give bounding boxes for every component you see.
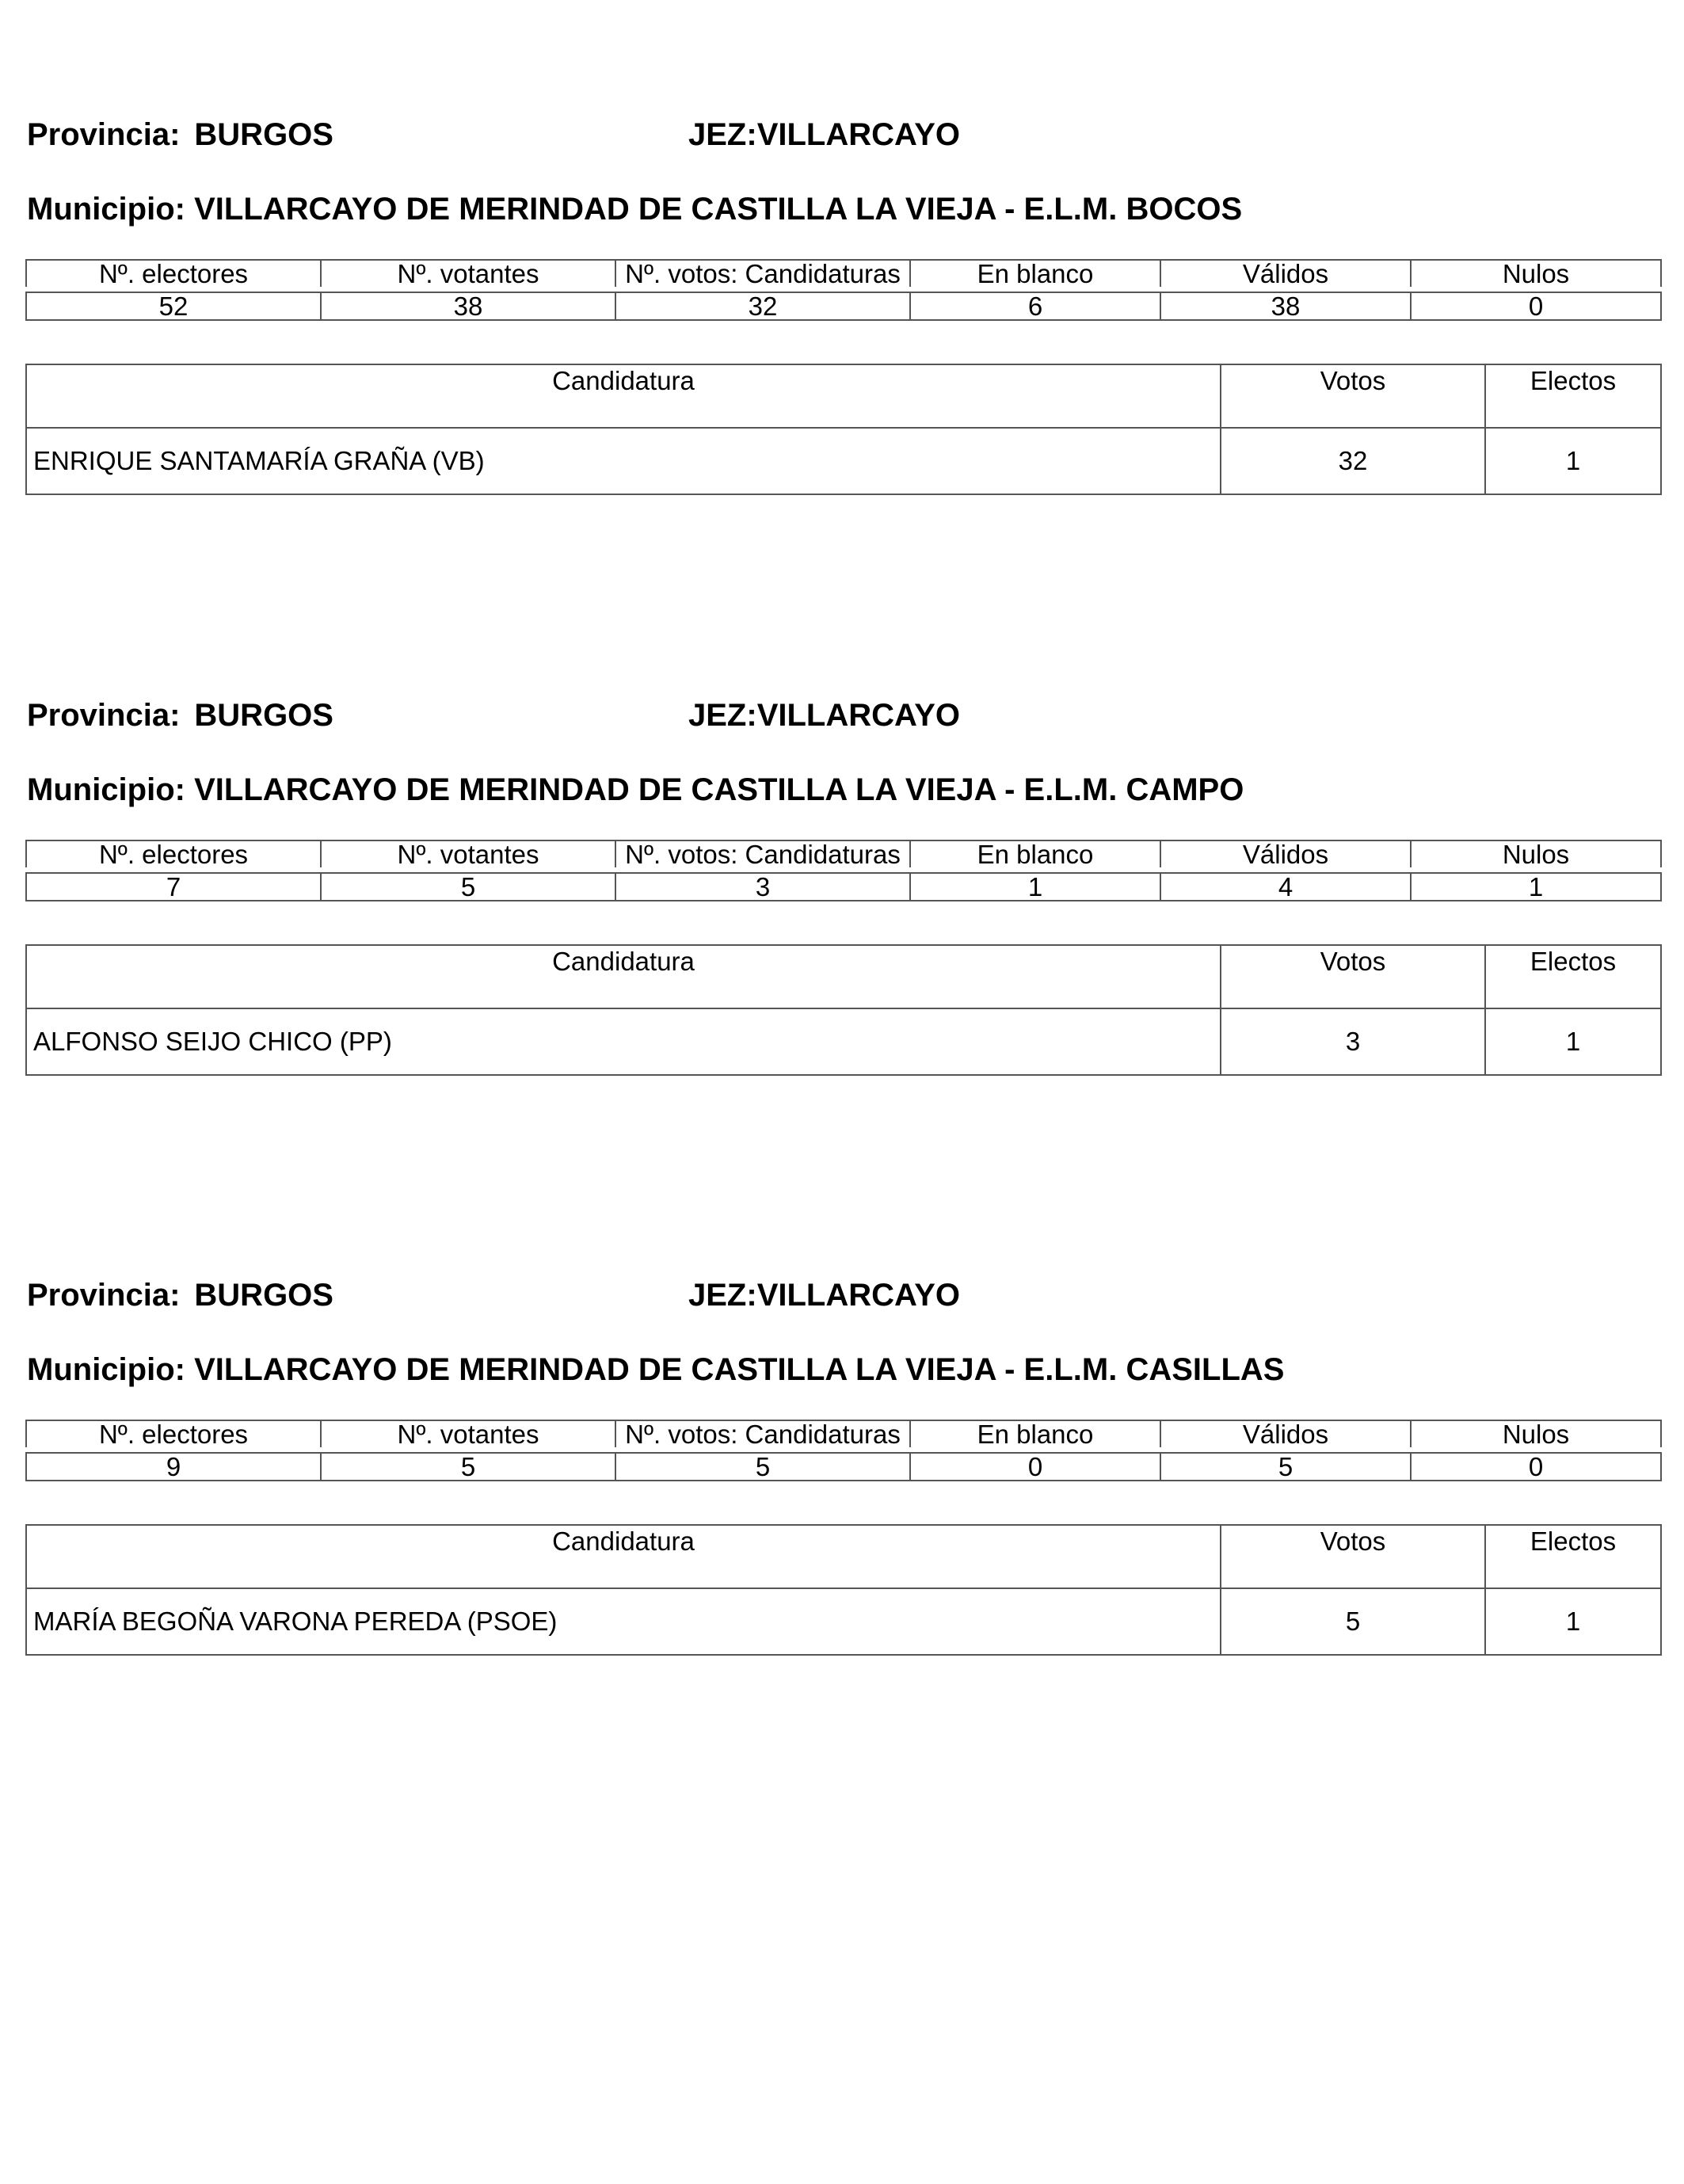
stats-value-row bbox=[26, 292, 1661, 320]
stat-header-electores: Nº. electores bbox=[26, 840, 321, 867]
provincia-line bbox=[27, 115, 333, 154]
stats-value-row bbox=[26, 873, 1661, 901]
candidate-votos: 32 bbox=[1221, 428, 1485, 494]
municipio-value: VILLARCAYO DE MERINDAD DE CASTILLA LA VIEJA - E.L.M. BOCOS bbox=[194, 192, 1243, 227]
candidate-votos: 5 bbox=[1221, 1588, 1485, 1655]
jez-value: VILLARCAYO bbox=[756, 698, 961, 733]
candidate-header-row bbox=[26, 364, 1661, 428]
candidate-name: ALFONSO SEIJO CHICO (PP) bbox=[26, 1008, 1221, 1075]
candidatura-header: Candidatura bbox=[26, 945, 1221, 1008]
provincia-label: Provincia: bbox=[27, 698, 181, 733]
candidate-table bbox=[25, 944, 1662, 1076]
stats-table bbox=[25, 259, 1662, 321]
candidate-header-row bbox=[26, 945, 1661, 1008]
provincia-label: Provincia: bbox=[27, 1278, 181, 1313]
candidate-electos: 1 bbox=[1485, 1588, 1661, 1655]
stat-header-votantes: Nº. votantes bbox=[321, 260, 615, 287]
provincia-value: BURGOS bbox=[194, 1278, 333, 1313]
jez-value: VILLARCAYO bbox=[756, 117, 961, 152]
candidatura-header: Candidatura bbox=[26, 1525, 1221, 1588]
stat-value-votantes: 5 bbox=[321, 873, 615, 901]
stat-header-votos-candidaturas: Nº. votos: Candidaturas bbox=[615, 840, 910, 867]
votos-header: Votos bbox=[1221, 1525, 1485, 1588]
stats-header-row bbox=[26, 260, 1661, 287]
stat-header-electores: Nº. electores bbox=[26, 260, 321, 287]
stats-table bbox=[25, 840, 1662, 901]
stat-value-votantes: 38 bbox=[321, 292, 615, 320]
provincia-line bbox=[27, 696, 333, 735]
municipio-line bbox=[27, 189, 1242, 229]
candidate-row bbox=[26, 428, 1661, 494]
stat-value-votantes: 5 bbox=[321, 1453, 615, 1481]
candidate-votos: 3 bbox=[1221, 1008, 1485, 1075]
municipio-label: Municipio: bbox=[27, 192, 185, 227]
stat-header-votantes: Nº. votantes bbox=[321, 840, 615, 867]
candidate-header-row bbox=[26, 1525, 1661, 1588]
stat-header-nulos: Nulos bbox=[1411, 260, 1661, 287]
municipio-label: Municipio: bbox=[27, 772, 185, 807]
candidate-table bbox=[25, 364, 1662, 495]
provincia-line bbox=[27, 1275, 333, 1315]
stat-value-votos-candidaturas: 5 bbox=[615, 1453, 910, 1481]
jez-label: JEZ: bbox=[688, 1278, 757, 1313]
stat-header-en-blanco: En blanco bbox=[910, 840, 1160, 867]
municipio-line bbox=[27, 1350, 1284, 1389]
candidate-name: ENRIQUE SANTAMARÍA GRAÑA (VB) bbox=[26, 428, 1221, 494]
stat-value-nulos: 0 bbox=[1411, 1453, 1661, 1481]
votos-header: Votos bbox=[1221, 364, 1485, 428]
candidate-row bbox=[26, 1588, 1661, 1655]
section-campo bbox=[25, 696, 1660, 1056]
votos-header: Votos bbox=[1221, 945, 1485, 1008]
stat-value-validos: 5 bbox=[1160, 1453, 1411, 1481]
candidate-name: MARÍA BEGOÑA VARONA PEREDA (PSOE) bbox=[26, 1588, 1221, 1655]
stat-value-validos: 38 bbox=[1160, 292, 1411, 320]
stat-value-en-blanco: 1 bbox=[910, 873, 1160, 901]
electos-header: Electos bbox=[1485, 945, 1661, 1008]
stat-header-en-blanco: En blanco bbox=[910, 260, 1160, 287]
stat-header-validos: Válidos bbox=[1160, 840, 1411, 867]
electos-header: Electos bbox=[1485, 364, 1661, 428]
stat-header-nulos: Nulos bbox=[1411, 1420, 1661, 1447]
municipio-line bbox=[27, 770, 1244, 810]
stat-value-electores: 7 bbox=[26, 873, 321, 901]
stats-header-row bbox=[26, 1420, 1661, 1447]
stat-header-validos: Válidos bbox=[1160, 1420, 1411, 1447]
provincia-value: BURGOS bbox=[194, 117, 333, 152]
stat-header-en-blanco: En blanco bbox=[910, 1420, 1160, 1447]
jez-value: VILLARCAYO bbox=[756, 1278, 961, 1313]
stat-header-votos-candidaturas: Nº. votos: Candidaturas bbox=[615, 260, 910, 287]
stat-header-votantes: Nº. votantes bbox=[321, 1420, 615, 1447]
section-casillas bbox=[25, 1275, 1660, 1636]
electos-header: Electos bbox=[1485, 1525, 1661, 1588]
stat-value-votos-candidaturas: 3 bbox=[615, 873, 910, 901]
municipio-value: VILLARCAYO DE MERINDAD DE CASTILLA LA VIEJA - E.L.M. CAMPO bbox=[194, 772, 1244, 807]
stat-value-votos-candidaturas: 32 bbox=[615, 292, 910, 320]
candidate-row bbox=[26, 1008, 1661, 1075]
stats-table bbox=[25, 1420, 1662, 1481]
candidate-electos: 1 bbox=[1485, 428, 1661, 494]
stat-value-en-blanco: 0 bbox=[910, 1453, 1160, 1481]
provincia-value: BURGOS bbox=[194, 698, 333, 733]
jez-line bbox=[688, 115, 960, 154]
jez-label: JEZ: bbox=[688, 117, 757, 152]
candidate-table bbox=[25, 1524, 1662, 1656]
section-bocos bbox=[25, 115, 1660, 475]
stat-value-nulos: 0 bbox=[1411, 292, 1661, 320]
stat-value-electores: 52 bbox=[26, 292, 321, 320]
jez-line bbox=[688, 696, 960, 735]
stat-header-nulos: Nulos bbox=[1411, 840, 1661, 867]
stats-header-row bbox=[26, 840, 1661, 867]
jez-label: JEZ: bbox=[688, 698, 757, 733]
candidatura-header: Candidatura bbox=[26, 364, 1221, 428]
stat-value-en-blanco: 6 bbox=[910, 292, 1160, 320]
stat-value-nulos: 1 bbox=[1411, 873, 1661, 901]
stats-value-row bbox=[26, 1453, 1661, 1481]
stat-value-validos: 4 bbox=[1160, 873, 1411, 901]
jez-line bbox=[688, 1275, 960, 1315]
municipio-value: VILLARCAYO DE MERINDAD DE CASTILLA LA VIEJA - E.L.M. CASILLAS bbox=[194, 1352, 1285, 1387]
candidate-electos: 1 bbox=[1485, 1008, 1661, 1075]
stat-value-electores: 9 bbox=[26, 1453, 321, 1481]
stat-header-votos-candidaturas: Nº. votos: Candidaturas bbox=[615, 1420, 910, 1447]
stat-header-electores: Nº. electores bbox=[26, 1420, 321, 1447]
municipio-label: Municipio: bbox=[27, 1352, 185, 1387]
provincia-label: Provincia: bbox=[27, 117, 181, 152]
stat-header-validos: Válidos bbox=[1160, 260, 1411, 287]
